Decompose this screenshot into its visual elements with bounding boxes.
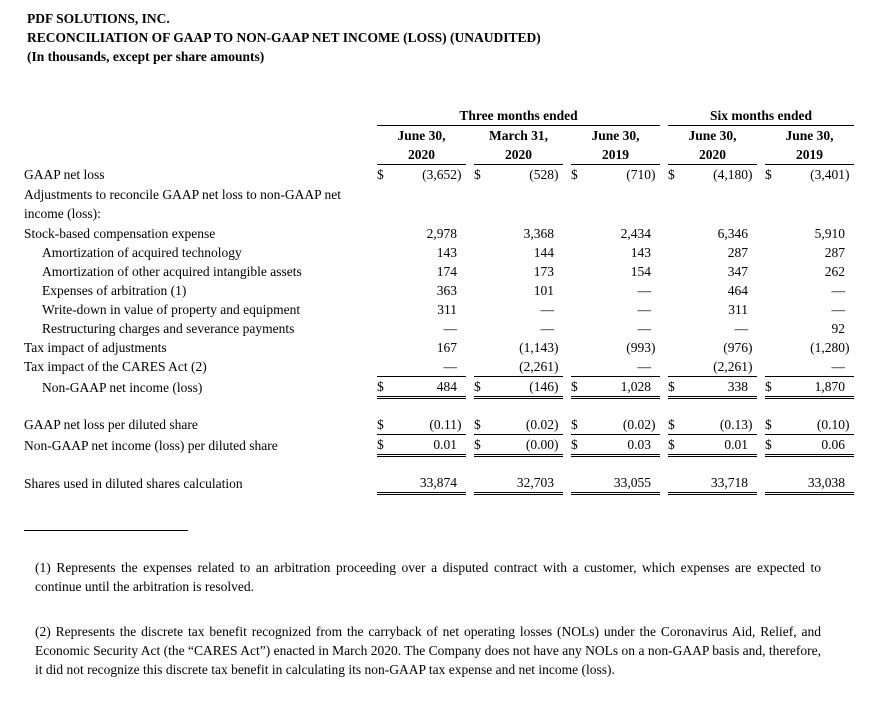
units-note: (In thousands, except per share amounts) [27,49,265,64]
row-label: Tax impact of the CARES Act (2) [24,359,207,375]
value-cell: — [637,302,651,317]
col-year-2: 2020 [474,145,563,165]
value-cell: (0.10 [816,417,845,432]
group-three-months: Three months ended [377,106,660,126]
value-cell: 1,028 [585,377,651,398]
value-cell: (3,652 [422,167,457,182]
reconciliation-table [24,106,854,495]
value-cell: — [443,321,457,336]
currency-sign: $ [765,417,772,432]
paren-close: ) [554,417,559,432]
value-cell: 3,368 [523,226,554,241]
value-cell: 92 [831,321,845,336]
value-cell: 32,703 [488,473,554,494]
report-title: RECONCILIATION OF GAAP TO NON-GAAP NET INCOME (LOSS) (UNAUDITED) [27,30,541,45]
value-cell: 33,038 [779,473,845,494]
column-month-row [24,126,854,146]
value-cell: — [734,321,748,336]
value-cell: 143 [630,245,651,260]
row-non-gaap-net-income [24,377,854,398]
value-cell: (993 [626,340,651,355]
paren-close: ) [845,417,850,432]
row-non-gaap-eps [24,435,854,456]
paren-close: ) [554,435,563,456]
col-year-5: 2019 [765,145,854,165]
row-label: Amortization of acquired technology [42,245,242,260]
row-shares [24,473,854,494]
col-year-3: 2019 [571,145,660,165]
row-label: GAAP net loss [24,166,105,182]
paren-close: ) [554,357,563,377]
paren-close: ) [748,340,753,355]
col-year-1: 2020 [377,145,466,165]
row-gaap-net-loss [24,165,854,185]
value-cell: 33,874 [391,473,457,494]
value-cell: 363 [436,283,457,298]
value-cell: (0.11 [429,417,457,432]
paren-close: ) [845,340,850,355]
value-cell: 1,870 [779,377,845,398]
value-cell: 338 [682,377,748,398]
value-cell: — [831,302,845,317]
row-label: Write-down in value of property and equipment [42,302,301,317]
value-cell: 101 [533,283,554,298]
currency-sign: $ [377,417,384,432]
value-cell: 33,055 [585,473,651,494]
paren-close: ) [845,167,850,182]
paren-close: ) [748,167,753,182]
row-gaap-eps [24,415,854,435]
value-cell: — [540,321,554,336]
value-cell: — [831,283,845,298]
row-tax-adjustments [24,338,854,357]
row-adjustments-header [24,184,854,224]
value-cell: (146 [488,377,554,398]
row-label: Amortization of other acquired intangible assets [42,264,302,279]
value-cell: 0.01 [682,435,748,456]
value-cell: 33,718 [682,473,748,494]
row-label: Tax impact of adjustments [24,340,167,355]
value-cell: (0.13 [719,417,748,432]
row-stock-comp [24,224,854,243]
row-label: Restructuring charges and severance payments [42,321,295,336]
row-label: Non-GAAP net income (loss) [42,379,203,395]
currency-sign: $ [377,167,384,182]
value-cell: (528 [529,167,554,182]
currency-sign: $ [474,377,488,398]
currency-sign: $ [765,377,779,398]
value-cell: 464 [727,283,748,298]
value-cell: 0.03 [585,435,651,456]
row-label: Non-GAAP net income (loss) per diluted share [24,437,278,453]
currency-sign: $ [571,167,578,182]
group-six-months: Six months ended [668,106,854,126]
value-cell: 0.06 [779,435,845,456]
value-cell: 167 [436,340,457,355]
col-month-1: June 30, [397,128,446,143]
currency-sign: $ [571,435,585,456]
value-cell: 173 [533,264,554,279]
row-amort-other [24,262,854,281]
value-cell: 311 [437,302,457,317]
paren-close: ) [651,417,656,432]
value-cell: 5,910 [814,226,845,241]
value-cell: 2,978 [426,226,457,241]
row-writedown [24,300,854,319]
currency-sign: $ [668,435,682,456]
currency-sign: $ [377,377,391,398]
value-cell: 2,434 [620,226,651,241]
paren-close: ) [457,167,462,182]
value-cell: (976 [723,340,748,355]
col-year-4: 2020 [668,145,757,165]
row-label: Stock-based compensation expense [24,226,216,241]
value-cell: 311 [728,302,748,317]
paren-close: ) [651,167,656,182]
footnote-2: (2) Represents the discrete tax benefit recognized from the carryback of net operating losses (NOLs) under the Coronavirus Aid, Relief, and Economic Security Act (the “CARES Act”) enacted in March 2020. The Company does not have any NOLs on a non-GAAP basis and, therefore, it did not recognize this discrete tax benefit in calculating its non-GAAP tax expense and net income (loss). [35,624,821,677]
currency-sign: $ [765,167,772,182]
value-cell: 154 [630,264,651,279]
value-cell: (0.00 [488,435,554,456]
row-label: Adjustments to reconcile GAAP net loss to non-GAAP net income (loss): [24,187,341,221]
value-cell: — [540,302,554,317]
value-cell: (4,180 [713,167,748,182]
value-cell: 347 [727,264,748,279]
paren-close: ) [554,167,559,182]
currency-sign: $ [571,417,578,432]
row-tax-cares [24,357,854,377]
row-label: Shares used in diluted shares calculation [24,475,243,491]
paren-close: ) [554,340,559,355]
row-label: Expenses of arbitration (1) [42,283,187,298]
value-cell: (0.02 [622,417,651,432]
currency-sign: $ [668,377,682,398]
value-cell: (2,261 [488,357,554,377]
paren-close: ) [748,417,753,432]
paren-close: ) [651,340,656,355]
value-cell: — [391,357,457,377]
currency-sign: $ [668,167,675,182]
value-cell: 262 [824,264,845,279]
row-label: GAAP net loss per diluted share [24,417,198,433]
value-cell: — [779,357,845,377]
value-cell: (1,280 [810,340,845,355]
currency-sign: $ [474,167,481,182]
col-month-3: June 30, [591,128,640,143]
col-month-5: June 30, [785,128,834,143]
currency-sign: $ [474,417,481,432]
currency-sign: $ [377,435,391,456]
value-cell: (2,261 [682,357,748,377]
value-cell: 143 [436,245,457,260]
footnote-divider [24,530,188,531]
value-cell: — [637,321,651,336]
group-header-row [24,106,854,126]
paren-close: ) [554,377,563,398]
currency-sign: $ [765,435,779,456]
value-cell: 144 [533,245,554,260]
value-cell: 174 [436,264,457,279]
value-cell: 6,346 [717,226,748,241]
value-cell: — [637,283,651,298]
paren-close: ) [457,417,462,432]
footnote-1: (1) Represents the expenses related to an arbitration proceeding over a disputed contract with a customer, which expenses are expected to continue until the arbitration is resolved. [35,560,821,594]
row-restructuring [24,319,854,338]
value-cell: — [585,357,651,377]
value-cell: 287 [727,245,748,260]
value-cell: 287 [824,245,845,260]
value-cell: 0.01 [391,435,457,456]
column-year-row [24,145,854,165]
currency-sign: $ [474,435,488,456]
value-cell: (3,401 [810,167,845,182]
value-cell: (710 [626,167,651,182]
currency-sign: $ [668,417,675,432]
row-amort-tech [24,243,854,262]
paren-close: ) [748,357,757,377]
company-name: PDF SOLUTIONS, INC. [27,11,170,26]
col-month-2: March 31, [489,128,548,143]
value-cell: 484 [391,377,457,398]
currency-sign: $ [571,377,585,398]
col-month-4: June 30, [688,128,737,143]
value-cell: (0.02 [525,417,554,432]
row-arbitration [24,281,854,300]
value-cell: (1,143 [519,340,554,355]
